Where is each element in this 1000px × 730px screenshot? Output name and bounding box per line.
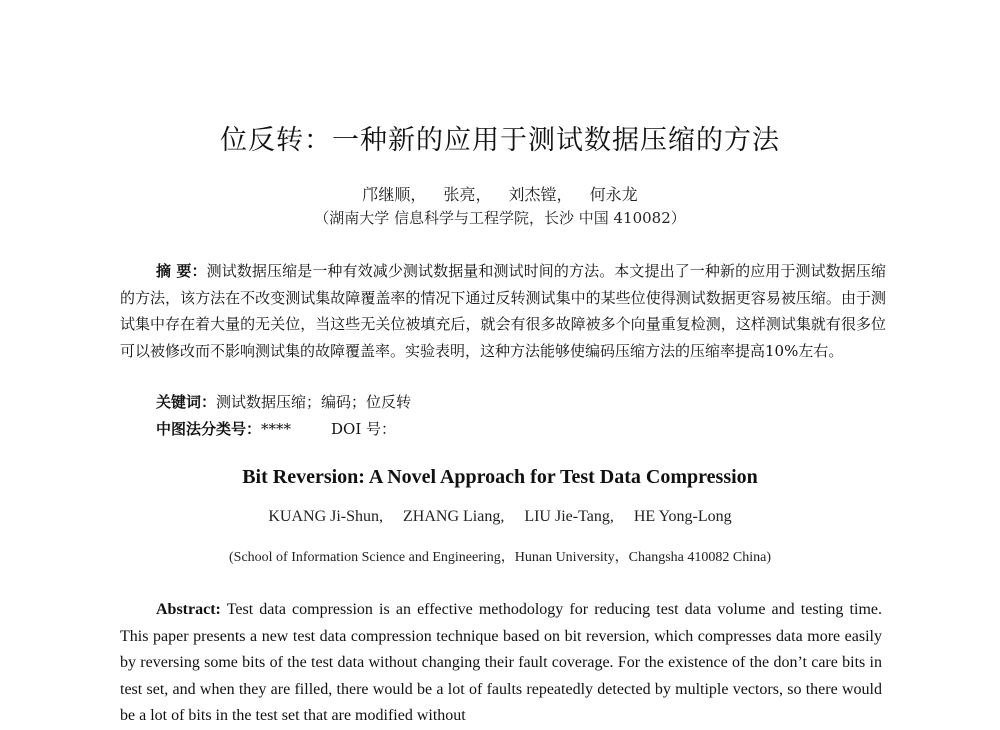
english-abstract-label: Abstract:: [156, 601, 221, 618]
english-author: ZHANG Liang,: [403, 508, 505, 525]
chinese-title: 位反转：一种新的应用于测试数据压缩的方法: [220, 125, 780, 156]
english-author: KUANG Ji-Shun,: [268, 508, 384, 525]
english-author: LIU Jie-Tang,: [524, 508, 614, 525]
chinese-author: 刘杰镗，: [508, 185, 573, 204]
english-author: HE Yong-Long: [633, 508, 732, 525]
english-abstract-text: Test data compression is an effective methodology for reducing test data volume and testing time. This paper presents a new test data compression technique based on bit reversion, which compresses data more easily by reversing some bits of the test data without changing their fault coverage. For the existence of the don’t care bits in test set, and when they are filled, there would be a lot of faults repeatedly detected by multiple vectors, so there would be a lot of bits in the test set that are modified without: [120, 601, 882, 724]
chinese-abstract-text: 测试数据压缩是一种有效减少测试数据量和测试时间的方法。本文提出了一种新的应用于测试数据压缩的方法，该方法在不改变测试集故障覆盖率的情况下通过反转测试集中的某些位使得测试数据更容易被压缩。由于测试集中存在着大量的无关位，当这些无关位被填充后，就会有很多故障被多个向量重复检测，这样测试集就有很多位可以被修改而不影响测试集的故障覆盖率。实验表明，这种方法能够使编码压缩方法的压缩率提高10%左右。: [120, 262, 886, 360]
chinese-affiliation: （湖南大学 信息科学与工程学院，长沙 中国 410082）: [314, 209, 686, 227]
english-title: Bit Reversion: A Novel Approach for Test Data Compression: [242, 466, 758, 488]
chinese-authors: [0, 182, 1000, 205]
english-affiliation: (School of Information Science and Engineering，Hunan University，Changsha 410082 China): [229, 550, 771, 565]
chinese-classification: [156, 418, 396, 439]
english-abstract: [120, 597, 882, 730]
chinese-author: 张亮，: [443, 185, 492, 204]
chinese-abstract: [120, 258, 886, 364]
chinese-keywords: [156, 391, 411, 412]
chinese-author: 何永龙: [589, 185, 638, 204]
chinese-abstract-label: 摘 要：: [156, 262, 207, 280]
chinese-author: 邝继顺，: [362, 185, 427, 204]
classification-label: 中图法分类号：: [156, 420, 262, 438]
chinese-keywords-text: 测试数据压缩；编码；位反转: [216, 393, 412, 411]
english-authors: [0, 508, 1000, 526]
classification-value: ****: [261, 420, 292, 438]
doi-label: DOI 号：: [331, 420, 397, 438]
chinese-keywords-label: 关键词：: [156, 393, 217, 411]
